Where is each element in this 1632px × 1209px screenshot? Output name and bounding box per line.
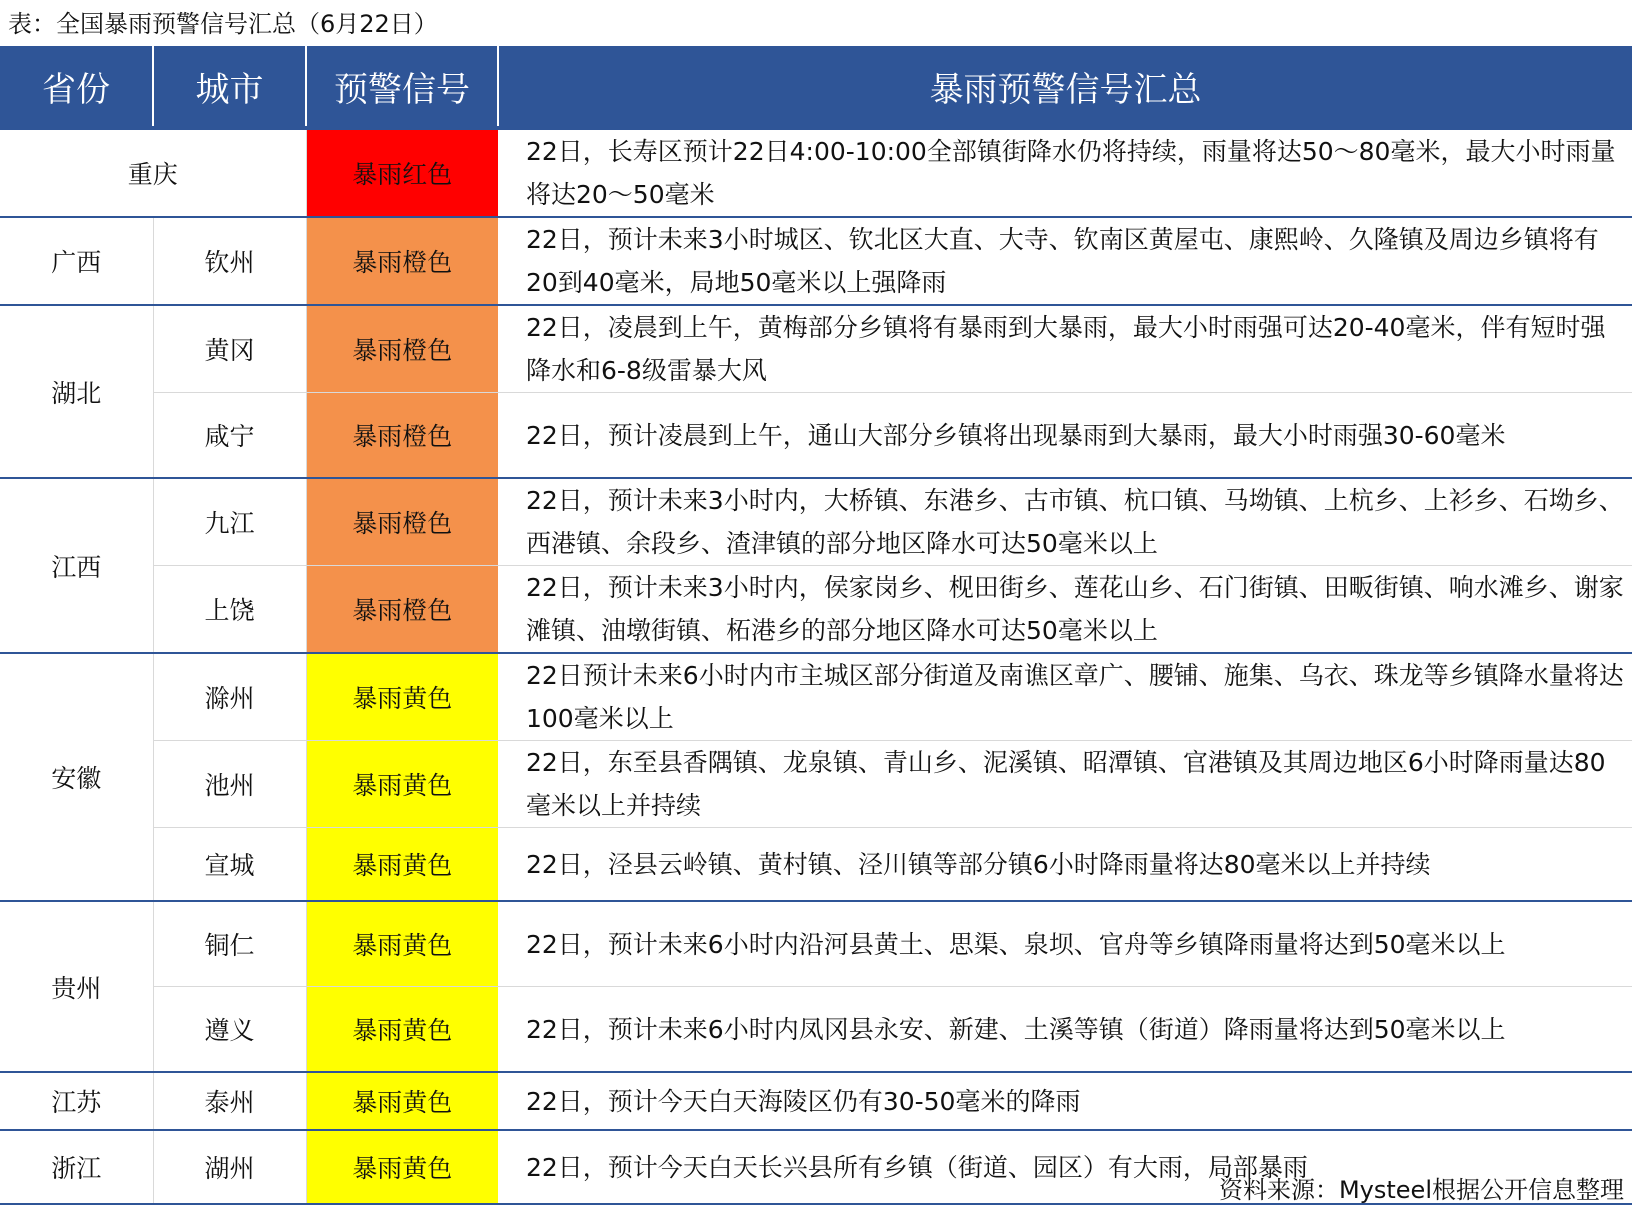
city-cell: 池州 bbox=[153, 741, 306, 828]
summary-cell: 22日，预计未来6小时内沿河县黄土、思渠、泉坝、官舟等乡镇降雨量将达到50毫米以上 bbox=[498, 901, 1632, 987]
summary-cell: 22日，预计未来3小时内，侯家岗乡、枧田街乡、莲花山乡、石门街镇、田畈街镇、响水滩乡、谢家滩镇、油墩街镇、柘港乡的部分地区降水可达50毫米以上 bbox=[498, 566, 1632, 654]
province-cell: 江苏 bbox=[0, 1072, 153, 1130]
table-row bbox=[0, 741, 1632, 828]
table-row bbox=[0, 1072, 1632, 1130]
summary-cell: 22日，泾县云岭镇、黄村镇、泾川镇等部分镇6小时降雨量将达80毫米以上并持续 bbox=[498, 828, 1632, 902]
header-province: 省份 bbox=[0, 46, 153, 128]
summary-cell: 22日，预计未来6小时内凤冈县永安、新建、土溪等镇（街道）降雨量将达到50毫米以上 bbox=[498, 987, 1632, 1073]
city-cell: 九江 bbox=[153, 478, 306, 566]
signal-cell: 暴雨橙色 bbox=[306, 566, 498, 654]
signal-cell: 暴雨橙色 bbox=[306, 217, 498, 305]
city-cell: 上饶 bbox=[153, 566, 306, 654]
signal-cell: 暴雨黄色 bbox=[306, 1072, 498, 1130]
table-row bbox=[0, 393, 1632, 479]
province-cell: 重庆 bbox=[0, 128, 306, 217]
header-row bbox=[0, 46, 1632, 128]
table-row bbox=[0, 128, 1632, 217]
signal-cell: 暴雨黄色 bbox=[306, 1130, 498, 1204]
signal-cell: 暴雨橙色 bbox=[306, 478, 498, 566]
signal-cell: 暴雨黄色 bbox=[306, 828, 498, 902]
source-note: 资料来源：Mysteel根据公开信息整理 bbox=[1218, 1176, 1624, 1204]
city-cell: 宣城 bbox=[153, 828, 306, 902]
city-cell: 黄冈 bbox=[153, 305, 306, 393]
signal-cell: 暴雨橙色 bbox=[306, 393, 498, 479]
summary-cell: 22日，预计今天白天海陵区仍有30-50毫米的降雨 bbox=[498, 1072, 1632, 1130]
city-cell: 泰州 bbox=[153, 1072, 306, 1130]
table-row bbox=[0, 901, 1632, 987]
city-cell: 湖州 bbox=[153, 1130, 306, 1204]
summary-cell: 22日预计未来6小时内市主城区部分街道及南谯区章广、腰铺、施集、乌衣、珠龙等乡镇降水量将达100毫米以上 bbox=[498, 653, 1632, 741]
province-cell: 贵州 bbox=[0, 901, 153, 1072]
signal-cell: 暴雨黄色 bbox=[306, 901, 498, 987]
city-cell: 钦州 bbox=[153, 217, 306, 305]
table-row bbox=[0, 828, 1632, 902]
summary-cell: 22日，东至县香隅镇、龙泉镇、青山乡、泥溪镇、昭潭镇、官港镇及其周边地区6小时降雨量达80毫米以上并持续 bbox=[498, 741, 1632, 828]
signal-cell: 暴雨黄色 bbox=[306, 741, 498, 828]
signal-cell: 暴雨橙色 bbox=[306, 305, 498, 393]
table-row bbox=[0, 987, 1632, 1073]
summary-cell: 22日，预计未来3小时内，大桥镇、东港乡、古市镇、杭口镇、马坳镇、上杭乡、上衫乡、石坳乡、西港镇、余段乡、渣津镇的部分地区降水可达50毫米以上 bbox=[498, 478, 1632, 566]
table-row bbox=[0, 305, 1632, 393]
table-row bbox=[0, 217, 1632, 305]
signal-cell: 暴雨黄色 bbox=[306, 653, 498, 741]
summary-cell: 22日，预计今天白天长兴县所有乡镇（街道、园区）有大雨，局部暴雨 bbox=[498, 1130, 1632, 1204]
signal-cell: 暴雨红色 bbox=[306, 128, 498, 217]
city-cell: 铜仁 bbox=[153, 901, 306, 987]
rainstorm-warning-table bbox=[0, 46, 1632, 1205]
city-cell: 咸宁 bbox=[153, 393, 306, 479]
province-cell: 湖北 bbox=[0, 305, 153, 478]
table-row bbox=[0, 653, 1632, 741]
table-row bbox=[0, 478, 1632, 566]
header-summary: 暴雨预警信号汇总 bbox=[498, 46, 1632, 128]
signal-cell: 暴雨黄色 bbox=[306, 987, 498, 1073]
header-city: 城市 bbox=[153, 46, 306, 128]
table-row bbox=[0, 566, 1632, 654]
city-cell: 遵义 bbox=[153, 987, 306, 1073]
province-cell: 安徽 bbox=[0, 653, 153, 901]
summary-cell: 22日，长寿区预计22日4:00-10:00全部镇街降水仍将持续，雨量将达50～80毫米，最大小时雨量将达20～50毫米 bbox=[498, 128, 1632, 217]
summary-cell: 22日，凌晨到上午，黄梅部分乡镇将有暴雨到大暴雨，最大小时雨强可达20-40毫米，伴有短时强降水和6-8级雷暴大风 bbox=[498, 305, 1632, 393]
province-cell: 江西 bbox=[0, 478, 153, 653]
province-cell: 浙江 bbox=[0, 1130, 153, 1204]
header-signal: 预警信号 bbox=[306, 46, 498, 128]
summary-cell: 22日，预计未来3小时城区、钦北区大直、大寺、钦南区黄屋屯、康熙岭、久隆镇及周边乡镇将有20到40毫米，局地50毫米以上强降雨 bbox=[498, 217, 1632, 305]
province-cell: 广西 bbox=[0, 217, 153, 305]
table-caption: 表：全国暴雨预警信号汇总（6月22日） bbox=[8, 10, 438, 38]
summary-cell: 22日，预计凌晨到上午，通山大部分乡镇将出现暴雨到大暴雨，最大小时雨强30-60毫米 bbox=[498, 393, 1632, 479]
city-cell: 滁州 bbox=[153, 653, 306, 741]
